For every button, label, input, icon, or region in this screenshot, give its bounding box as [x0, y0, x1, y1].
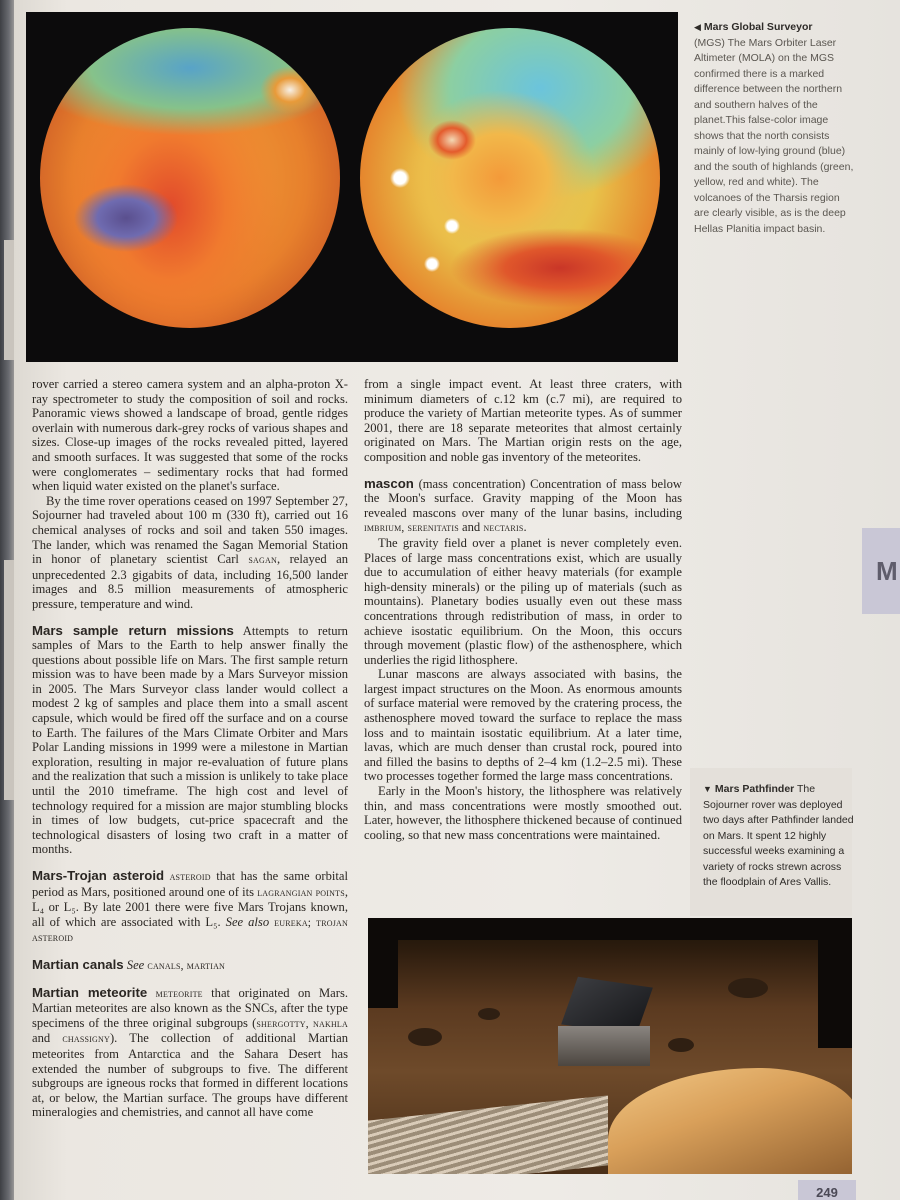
- down-triangle-icon: ▼: [703, 784, 712, 794]
- gravity-paragraph: The gravity field over a planet is never completely even. Places of large mass concentrations exist, which are usually due to accumulation of either heavy materials (for example high-density minerals) or the piling up of materials (such as mountains). Planetary bodies usually even out these mass concentrations through redistribution of mass, in order to achieve isostatic equilibrium. On the Moon, this occurs through movement (plastic flow) of the asthenosphere, which underlies the rigid lithosphere.: [364, 535, 682, 667]
- cross-reference[interactable]: canals, martian: [147, 959, 226, 972]
- entry-heading: Mars sample return missions: [32, 622, 234, 638]
- meteorite-continued-paragraph: from a single impact event. At least three craters, with minimum diameters of c.12 km (c.7 mi), are required to produce the variety of Martian meteorite types. As of summer 2001, there are 18 separate meteorites that almost certainly originated on Mars. The Martian origin rests on the age, composition and noble gas inventory of the meteorites.: [364, 377, 682, 464]
- sojourner-rover: [558, 1026, 650, 1066]
- sojourner-paragraph: By the time rover operations ceased on 1997 September 27, Sojourner had traveled about 100 m (330 ft), carried out 16 chemical analyses of rocks and soil and taken 550 images. The lander, which was renamed the Sagan Memorial Station in honor of planetary scientist Carl sagan, relayed an unprecedented 2.3 gigabits of data, including 16,500 lander images and 8.5 million measurements of atmospheric pressure, temperature and wind.: [32, 493, 348, 611]
- entry-mars-trojan: Mars-Trojan asteroid asteroid that has the same orbital period as Mars, positioned around one of its lagrangian points, L₄ or L₅. By late 2001 there were five Mars Trojans known, all of which are associated with L₅. See also eureka; trojan asteroid: [32, 868, 349, 945]
- page-number: 249: [798, 1180, 856, 1200]
- entry-martian-canals: Martian canals See canals, martian: [32, 956, 226, 972]
- photo-sky-band: [368, 918, 852, 940]
- cross-reference[interactable]: nectaris: [483, 522, 524, 535]
- rock: [478, 1008, 500, 1020]
- left-triangle-icon: ◀: [694, 22, 701, 32]
- section-letter-tab: M: [862, 528, 900, 614]
- mars-northern-hemisphere-globe: [360, 28, 660, 328]
- cross-reference[interactable]: imbrium, serenitatis: [364, 522, 459, 535]
- mgs-caption: [694, 20, 854, 237]
- cross-reference[interactable]: meteorite: [155, 987, 203, 1000]
- lander-ramp: [368, 1095, 608, 1174]
- early-moon-paragraph: Early in the Moon's history, the lithosphere was relatively thin, and mass concentrations were mostly smoothed out. Later, however, the lithosphere thickened because of continued cooling, so that new mass concentrations were maintained.: [364, 784, 682, 842]
- cross-reference[interactable]: shergotty, nakhla: [256, 1017, 348, 1030]
- mars-southern-hemisphere-globe: [40, 28, 340, 328]
- mars-mola-image: [26, 12, 678, 362]
- pathfinder-caption: [703, 782, 855, 891]
- rock: [668, 1038, 694, 1052]
- left-text-column: [32, 377, 348, 1120]
- photo-mosaic-gap: [818, 918, 852, 1048]
- rover-paragraph: rover carried a stereo camera system and an alpha-proton X-ray spectrometer to study the composition of soil and rocks. Panoramic views showed a landscape of broad, gentle ridges overlain with numerous dark-grey rocks of various shapes and sizes. Close-up images of the rocks revealed pitted, layered and smooth surfaces. It was suggested that some of the rocks were conglomerates – sedimentary rocks that had formed when liquid water existed on the planet's surface.: [32, 377, 348, 494]
- middle-text-column: [364, 377, 682, 842]
- lander-airbag: [608, 1068, 852, 1174]
- entry-heading: Martian canals: [32, 956, 124, 972]
- entry-heading: Martian meteorite: [32, 984, 148, 1000]
- pathfinder-caption-text: The Sojourner rover was deployed two days after Pathfinder landed on Mars. It spent 12 highly successful weeks examining a variety of rocks strewn across the floodplain of Ares Vallis.: [703, 783, 854, 888]
- pathfinder-caption-title: Mars Pathfinder: [714, 783, 795, 795]
- mgs-caption-text: (MGS) The Mars Orbiter Laser Altimeter (MOLA) on the MGS confirmed there is a marked difference between the northern and southern halves of the planet.This false-color image shows that the north consists mainly of low-lying ground (blue) and the south of highlands (green, yellow, red and white). The volcanoes of the Tharsis region are clearly visible, as is the deep Hellas Planitia impact basin.: [694, 36, 854, 235]
- entry-heading: Mars-Trojan asteroid: [32, 868, 165, 883]
- photo-mosaic-gap: [368, 918, 398, 1008]
- mgs-caption-title: Mars Global Surveyor: [703, 21, 813, 33]
- cross-reference[interactable]: lagrangian points: [257, 886, 345, 899]
- entry-martian-meteorite: Martian meteorite meteorite that originated on Mars. Martian meteorites are also known as the SNCs, after the type specimens of the three original subgroups (shergotty, nakhla and chassigny). The collection of additional Martian meteorites from Antarctica and the Sahara Desert has extended the number of subgroups to five. The different subgroups are igneous rocks that formed in different locations at, or below, the Martian surface. The groups have different mineralogies and chemistries, and cannot all have come: [32, 984, 349, 1120]
- rock: [728, 978, 768, 998]
- cross-reference[interactable]: asteroid: [169, 871, 211, 883]
- entry-heading: mascon: [364, 475, 414, 491]
- cross-reference[interactable]: eureka; trojan asteroid: [32, 916, 348, 945]
- entry-mars-sample-return: Mars sample return missions Attempts to return samples of Mars to the Earth to help answer finally the questions about possible life on Mars. The first sample return mission was to have been made by a Mars Surveyor mission in 2005. The Mars Surveyor class lander would collect a modest 2 kg of samples and place them into a small ascent capsule, which would be fired off the surface and on a course to Earth. The failures of the Mars Climate Orbiter and Mars Polar Landing missions in 1999 were a milestone in Martian exploration, resulting in major re-evaluation of future plans and the realization that such a mission is unlikely to take place until the 2010 timeframe. The high cost and level of technology required for a mission are major stumbling blocks in times of low budgets, cut-price spacecraft and the technological disasters of losing two craft in a matter of months.: [32, 622, 348, 857]
- entry-mascon: mascon (mass concentration) Concentration of mass below the Moon's surface. Gravity mapping of the Moon has revealed mascons over many of the lunar basins, including imbrium, serenitatis and nectaris.: [364, 475, 682, 535]
- lunar-mascons-paragraph: Lunar mascons are always associated with basins, the largest impact structures on the Moon. As enormous amounts of surface material were removed by the cratering process, the asthenosphere moved toward the surface to replace the mass loss and to maintain isostatic equilibrium. At a later time, lavas, which are much denser than crustal rock, poured into and filled the basins to depths of 2–4 km (1.2–2.5 mi). These two processes together formed the large mass concentrations.: [364, 667, 682, 784]
- cross-reference[interactable]: chassigny: [62, 1033, 110, 1046]
- rock: [408, 1028, 442, 1046]
- mars-pathfinder-photo: [368, 918, 852, 1174]
